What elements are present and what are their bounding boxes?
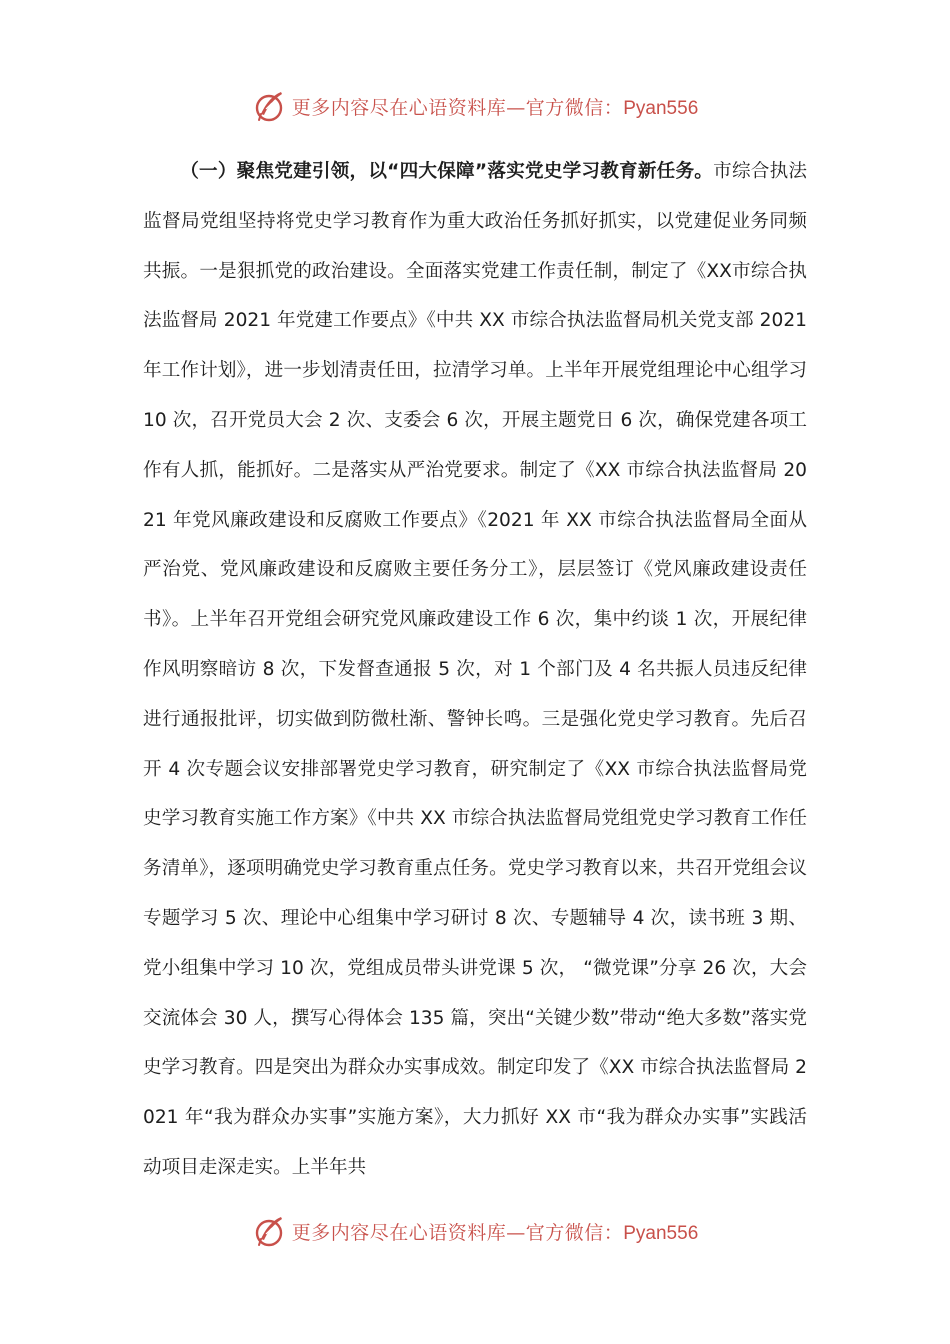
section-body: 市综合执法监督局党组坚持将党史学习教育作为重大政治任务抓好抓实，以党建促业务同频共振。一是狠抓党的政治建设。全面落实党建工作责任制，制定了《XX市综合执法监督局 2021 年党建工作要点》《中共 XX 市综合执法监督局机关党支部 2021 年工作计划》，进一步划清责任田，拉清学习单。上半年开展党组理论中心组学习 10 次，召开党员大会 2 次、支委会 6 次，开展主题党日 6 次，确保党建各项工作有人抓，能抓好。二是落实从严治党要求。制定了《XX 市综合执法监督局 2021 年党风廉政建设和反腐败工作要点》《2021 年 XX 市综合执法监督局全面从严治党、党风廉政建设和反腐败主要任务分工》，层层签订《党风廉政建设责任书》。上半年召开党组会研究党风廉政建设工作 6 次，集中约谈 1 次，开展纪律作风明察暗访 8 次，下发督查通报 5 次，对 1 个部门及 4 名共振人员违反纪律进行通报批评，切实做到防微杜渐、警钟长鸣。三是强化党史学习教育。先后召开 4 次专题会议安排部署党史学习教育，研究制定了《XX 市综合执法监督局党史学习教育实施工作方案》《中共 XX 市综合执法监督局党组党史学习教育工作任务清单》，逐项明确党史学习教育重点任务。党史学习教育以来，共召开党组会议专题学习 5 次、理论中心组集中学习研讨 8 次、专题辅导 4 次，读书班 3 期、党小组集中学习 10 次，党组成员带头讲党课 5 次， “微党课”分享 26 次，大会交流体会 30 人，撰写心得体会 135 篇，突出“关键少数”带动“绝大多数”落实党史学习教育。四是突出为群众办实事成效。制定印发了《XX 市综合执法监督局 2021 年“我为群众办实事”实施方案》，大力抓好 XX 市“我为群众办实事”实践活动项目走深走实。上半年共 (143, 161, 807, 1178)
article-paragraph (143, 147, 807, 1193)
footer-wechat-id: Pyan556 (623, 1222, 699, 1244)
quill-logo-icon (252, 1214, 286, 1248)
header-watermark-text (292, 93, 699, 120)
footer-watermark-content (252, 1214, 699, 1248)
section-heading: （一）聚焦党建引领，以“四大保障”落实党史学习教育新任务。 (180, 161, 714, 182)
quill-logo-icon (252, 89, 286, 123)
footer-watermark-text (292, 1218, 699, 1245)
header-watermark-label: 更多内容尽在心语资料库—官方微信： (291, 96, 624, 119)
header-watermark-banner (0, 86, 950, 126)
header-watermark-content (252, 89, 699, 123)
footer-watermark-banner (0, 1211, 950, 1251)
header-wechat-id: Pyan556 (623, 97, 699, 119)
footer-watermark-label: 更多内容尽在心语资料库—官方微信： (291, 1221, 624, 1244)
